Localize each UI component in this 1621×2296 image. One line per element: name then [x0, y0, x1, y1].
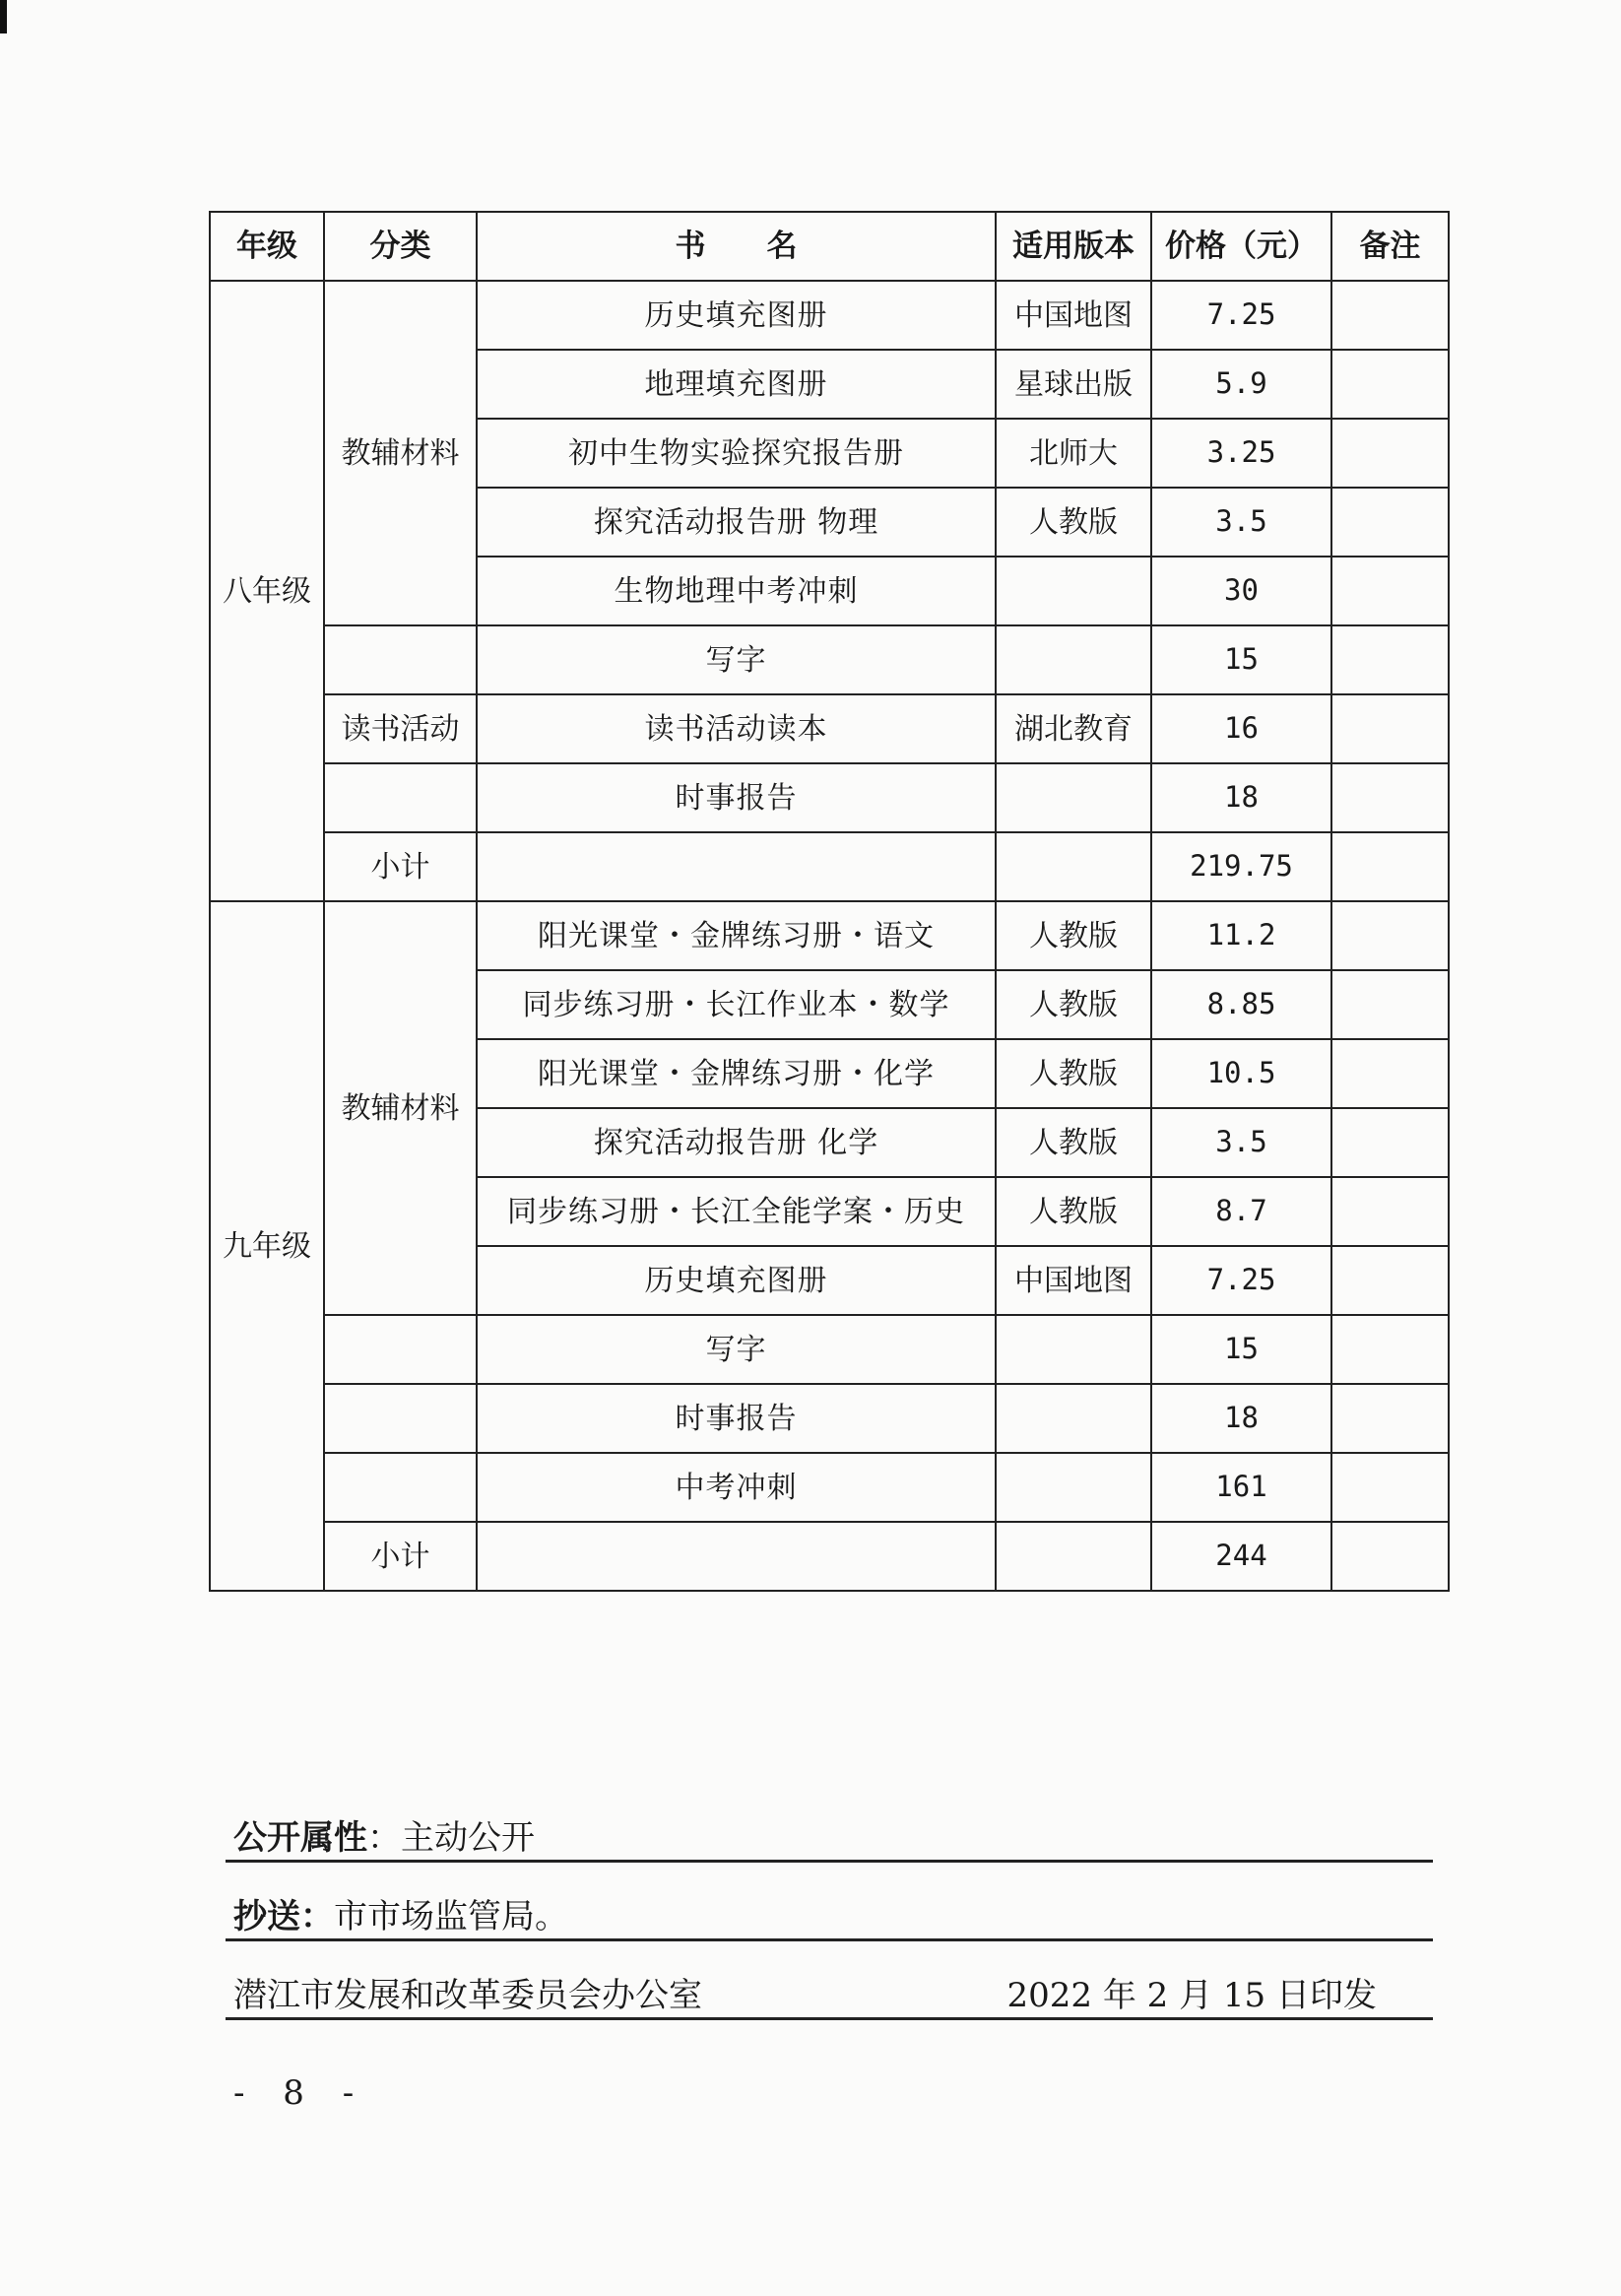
edition-cell — [996, 557, 1151, 625]
price-cell: 7.25 — [1151, 1246, 1331, 1315]
book-name-cell: 写字 — [477, 625, 996, 694]
book-name-cell: 同步练习册・长江作业本・数学 — [477, 970, 996, 1039]
footer-divider — [226, 1938, 1433, 1941]
price-cell: 15 — [1151, 1315, 1331, 1384]
disclosure-value: ：主动公开 — [367, 1818, 535, 1858]
category-cell-materials-9: 教辅材料 — [324, 901, 477, 1315]
header-category: 分类 — [324, 212, 477, 281]
grade-cell-9: 九年级 — [210, 901, 324, 1591]
edition-cell — [996, 1522, 1151, 1591]
edition-cell: 中国地图 — [996, 281, 1151, 350]
cc-line — [233, 1889, 568, 1937]
disclosure-line — [233, 1810, 535, 1859]
remarks-cell — [1331, 488, 1449, 557]
footer-divider — [226, 2017, 1433, 2020]
table-header-row — [210, 212, 1449, 281]
book-name-cell: 生物地理中考冲刺 — [477, 557, 996, 625]
table-row — [210, 694, 1449, 763]
price-cell: 11.2 — [1151, 901, 1331, 970]
category-cell-empty — [324, 1384, 477, 1453]
subtotal-label: 小计 — [324, 1522, 477, 1591]
remarks-cell — [1331, 1246, 1449, 1315]
table-row — [210, 1453, 1449, 1522]
subtotal-row — [210, 832, 1449, 901]
book-name-cell: 探究活动报告册 物理 — [477, 488, 996, 557]
table-row — [210, 281, 1449, 350]
remarks-cell — [1331, 419, 1449, 488]
remarks-cell — [1331, 1177, 1449, 1246]
remarks-cell — [1331, 970, 1449, 1039]
price-cell: 10.5 — [1151, 1039, 1331, 1108]
page-number: - 8 - — [233, 2073, 368, 2113]
price-cell: 18 — [1151, 763, 1331, 832]
book-name-cell: 同步练习册・长江全能学案・历史 — [477, 1177, 996, 1246]
book-name-cell: 中考冲刺 — [477, 1453, 996, 1522]
edition-cell — [996, 625, 1151, 694]
remarks-cell — [1331, 1315, 1449, 1384]
remarks-cell — [1331, 1522, 1449, 1591]
edition-cell: 星球出版 — [996, 350, 1151, 419]
remarks-cell — [1331, 694, 1449, 763]
book-name-cell: 时事报告 — [477, 1384, 996, 1453]
book-name-cell: 时事报告 — [477, 763, 996, 832]
remarks-cell — [1331, 625, 1449, 694]
category-cell-empty — [324, 763, 477, 832]
remarks-cell — [1331, 281, 1449, 350]
category-cell-empty — [324, 1315, 477, 1384]
price-cell: 3.5 — [1151, 488, 1331, 557]
book-name-cell: 探究活动报告册 化学 — [477, 1108, 996, 1177]
edition-cell: 人教版 — [996, 970, 1151, 1039]
book-name-cell: 阳光课堂・金牌练习册・化学 — [477, 1039, 996, 1108]
edition-cell: 中国地图 — [996, 1246, 1151, 1315]
edition-cell: 人教版 — [996, 901, 1151, 970]
remarks-cell — [1331, 1108, 1449, 1177]
subtotal-value: 219.75 — [1151, 832, 1331, 901]
textbook-price-table — [209, 211, 1450, 1592]
book-name-cell: 阳光课堂・金牌练习册・语文 — [477, 901, 996, 970]
subtotal-row — [210, 1522, 1449, 1591]
table-row — [210, 1315, 1449, 1384]
table-row — [210, 625, 1449, 694]
cc-label: 抄送： — [233, 1897, 334, 1936]
book-name-cell: 历史填充图册 — [477, 281, 996, 350]
edition-cell: 人教版 — [996, 1039, 1151, 1108]
book-name-cell — [477, 832, 996, 901]
disclosure-label: 公开属性 — [233, 1818, 367, 1858]
remarks-cell — [1331, 901, 1449, 970]
issuer-name: 潜江市发展和改革委员会办公室 — [233, 1976, 702, 2015]
remarks-cell — [1331, 557, 1449, 625]
price-cell: 161 — [1151, 1453, 1331, 1522]
edition-cell: 人教版 — [996, 1177, 1151, 1246]
price-cell: 3.25 — [1151, 419, 1331, 488]
header-remarks: 备注 — [1331, 212, 1449, 281]
edition-cell — [996, 832, 1151, 901]
book-name-cell: 初中生物实验探究报告册 — [477, 419, 996, 488]
price-cell: 3.5 — [1151, 1108, 1331, 1177]
remarks-cell — [1331, 1453, 1449, 1522]
header-grade: 年级 — [210, 212, 324, 281]
price-cell: 15 — [1151, 625, 1331, 694]
header-price: 价格（元） — [1151, 212, 1331, 281]
cc-value: 市市场监管局。 — [334, 1897, 568, 1936]
remarks-cell — [1331, 763, 1449, 832]
remarks-cell — [1331, 832, 1449, 901]
category-cell-empty — [324, 625, 477, 694]
edition-cell — [996, 1315, 1151, 1384]
scan-edge-mark — [0, 0, 7, 33]
edition-cell — [996, 763, 1151, 832]
price-cell: 5.9 — [1151, 350, 1331, 419]
price-cell: 8.7 — [1151, 1177, 1331, 1246]
subtotal-label: 小计 — [324, 832, 477, 901]
price-cell: 18 — [1151, 1384, 1331, 1453]
edition-cell — [996, 1384, 1151, 1453]
edition-cell: 湖北教育 — [996, 694, 1151, 763]
book-name-cell: 读书活动读本 — [477, 694, 996, 763]
price-cell: 30 — [1151, 557, 1331, 625]
remarks-cell — [1331, 350, 1449, 419]
table-row — [210, 763, 1449, 832]
book-name-cell: 写字 — [477, 1315, 996, 1384]
price-cell: 8.85 — [1151, 970, 1331, 1039]
book-name-cell: 地理填充图册 — [477, 350, 996, 419]
remarks-cell — [1331, 1039, 1449, 1108]
category-cell-reading: 读书活动 — [324, 694, 477, 763]
edition-cell: 北师大 — [996, 419, 1151, 488]
table-row — [210, 901, 1449, 970]
edition-cell — [996, 1453, 1151, 1522]
book-name-cell — [477, 1522, 996, 1591]
edition-cell: 人教版 — [996, 1108, 1151, 1177]
header-edition: 适用版本 — [996, 212, 1151, 281]
edition-cell: 人教版 — [996, 488, 1151, 557]
footer-divider — [226, 1860, 1433, 1863]
book-name-cell: 历史填充图册 — [477, 1246, 996, 1315]
price-cell: 16 — [1151, 694, 1331, 763]
header-book-name: 书 名 — [477, 212, 996, 281]
subtotal-value: 244 — [1151, 1522, 1331, 1591]
table-row — [210, 1384, 1449, 1453]
category-cell-materials-8: 教辅材料 — [324, 281, 477, 625]
price-cell: 7.25 — [1151, 281, 1331, 350]
remarks-cell — [1331, 1384, 1449, 1453]
issue-date: 2022 年 2 月 15 日印发 — [1006, 1976, 1377, 2015]
grade-cell-8: 八年级 — [210, 281, 324, 901]
category-cell-empty — [324, 1453, 477, 1522]
